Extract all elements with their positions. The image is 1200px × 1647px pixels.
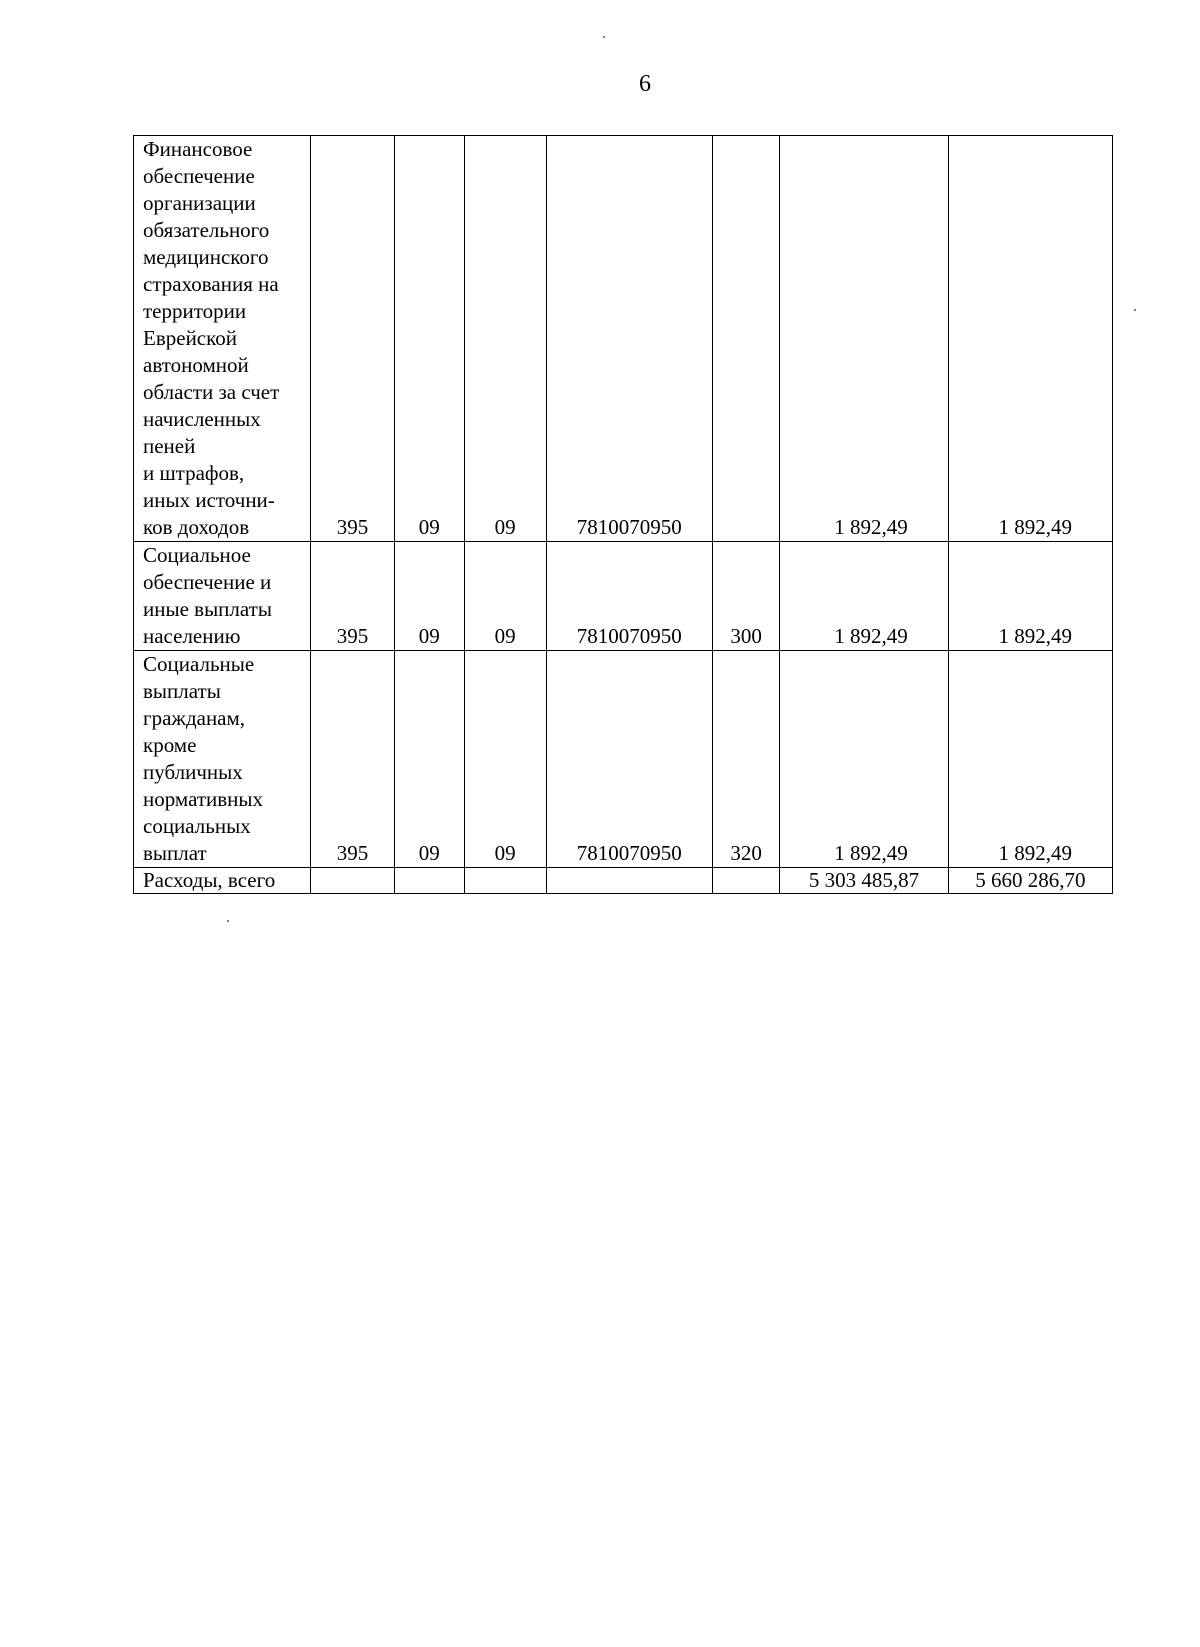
table-row: [134, 542, 1113, 651]
amount-1-cell: 1 892,49: [780, 136, 948, 542]
expense-name-line: социальных: [143, 814, 251, 838]
subsection-code-cell: 09: [464, 651, 546, 868]
subsection-code-cell: 09: [464, 542, 546, 651]
expense-name-line: выплат: [143, 841, 207, 865]
page-number: 6: [639, 71, 651, 97]
expense-name-line: области за счет: [143, 380, 280, 404]
expense-name-cell: [134, 651, 311, 868]
expense-name-line: публичных: [143, 760, 243, 784]
expense-type-cell: [712, 136, 779, 542]
target-article-cell: 7810070950: [546, 651, 712, 868]
target-article-cell: 7810070950: [546, 136, 712, 542]
expense-name-line: обеспечение: [143, 164, 255, 188]
amount-1-cell: 1 892,49: [780, 651, 948, 868]
empty-cell: [464, 868, 546, 894]
total-amount-1-cell: 5 303 485,87: [780, 868, 948, 894]
target-article-cell: 7810070950: [546, 542, 712, 651]
expense-name-line: Социальные: [143, 652, 255, 676]
total-row: [134, 868, 1113, 894]
empty-cell: [712, 868, 779, 894]
expense-name-line: выплаты: [143, 679, 221, 703]
ministry-code-cell: 395: [310, 651, 394, 868]
expense-name-line: начисленных: [143, 407, 261, 431]
section-code-cell: 09: [395, 136, 464, 542]
expense-type-cell: 300: [712, 542, 779, 651]
expense-name-cell: [134, 542, 311, 651]
amount-2-cell: 1 892,49: [948, 542, 1112, 651]
expense-name-line: ков доходов: [143, 515, 250, 539]
empty-cell: [395, 868, 464, 894]
expense-name-line: населению: [143, 624, 241, 648]
expense-name-line: автономной: [143, 353, 249, 377]
expense-name-line: и штрафов,: [143, 461, 245, 485]
expense-name-line: организации: [143, 191, 256, 215]
section-code-cell: 09: [395, 651, 464, 868]
subsection-code-cell: 09: [464, 136, 546, 542]
expense-name-line: иные выплаты: [143, 597, 272, 621]
expense-name-line: Социальное: [143, 543, 251, 567]
expense-name-line: территории: [143, 299, 247, 323]
expense-type-cell: 320: [712, 651, 779, 868]
expense-name-line: Финансовое: [143, 137, 253, 161]
expense-name-line: гражданам,: [143, 706, 246, 730]
section-code-cell: 09: [395, 542, 464, 651]
budget-expenditure-table: [133, 135, 1113, 894]
scan-speck: [603, 36, 605, 38]
scan-speck: [227, 920, 229, 922]
empty-cell: [546, 868, 712, 894]
scan-speck: [1134, 309, 1136, 311]
expense-name-line: нормативных: [143, 787, 264, 811]
total-amount-2-cell: 5 660 286,70: [948, 868, 1112, 894]
amount-1-cell: 1 892,49: [780, 542, 948, 651]
table-row: [134, 136, 1113, 542]
expense-name-line: кроме: [143, 733, 197, 757]
expense-name-line: Еврейской: [143, 326, 237, 350]
ministry-code-cell: 395: [310, 542, 394, 651]
expense-name-line: страхования на: [143, 272, 279, 296]
expense-name-line: пеней: [143, 434, 196, 458]
amount-2-cell: 1 892,49: [948, 651, 1112, 868]
expense-name-line: медицинского: [143, 245, 269, 269]
table-row: [134, 651, 1113, 868]
ministry-code-cell: 395: [310, 136, 394, 542]
expense-name-line: иных источни-: [143, 488, 275, 512]
expense-name-line: обязательного: [143, 218, 270, 242]
expense-name-line: обеспечение и: [143, 570, 272, 594]
total-label-cell: Расходы, всего: [134, 868, 311, 894]
amount-2-cell: 1 892,49: [948, 136, 1112, 542]
empty-cell: [310, 868, 394, 894]
expense-name-cell: [134, 136, 311, 542]
